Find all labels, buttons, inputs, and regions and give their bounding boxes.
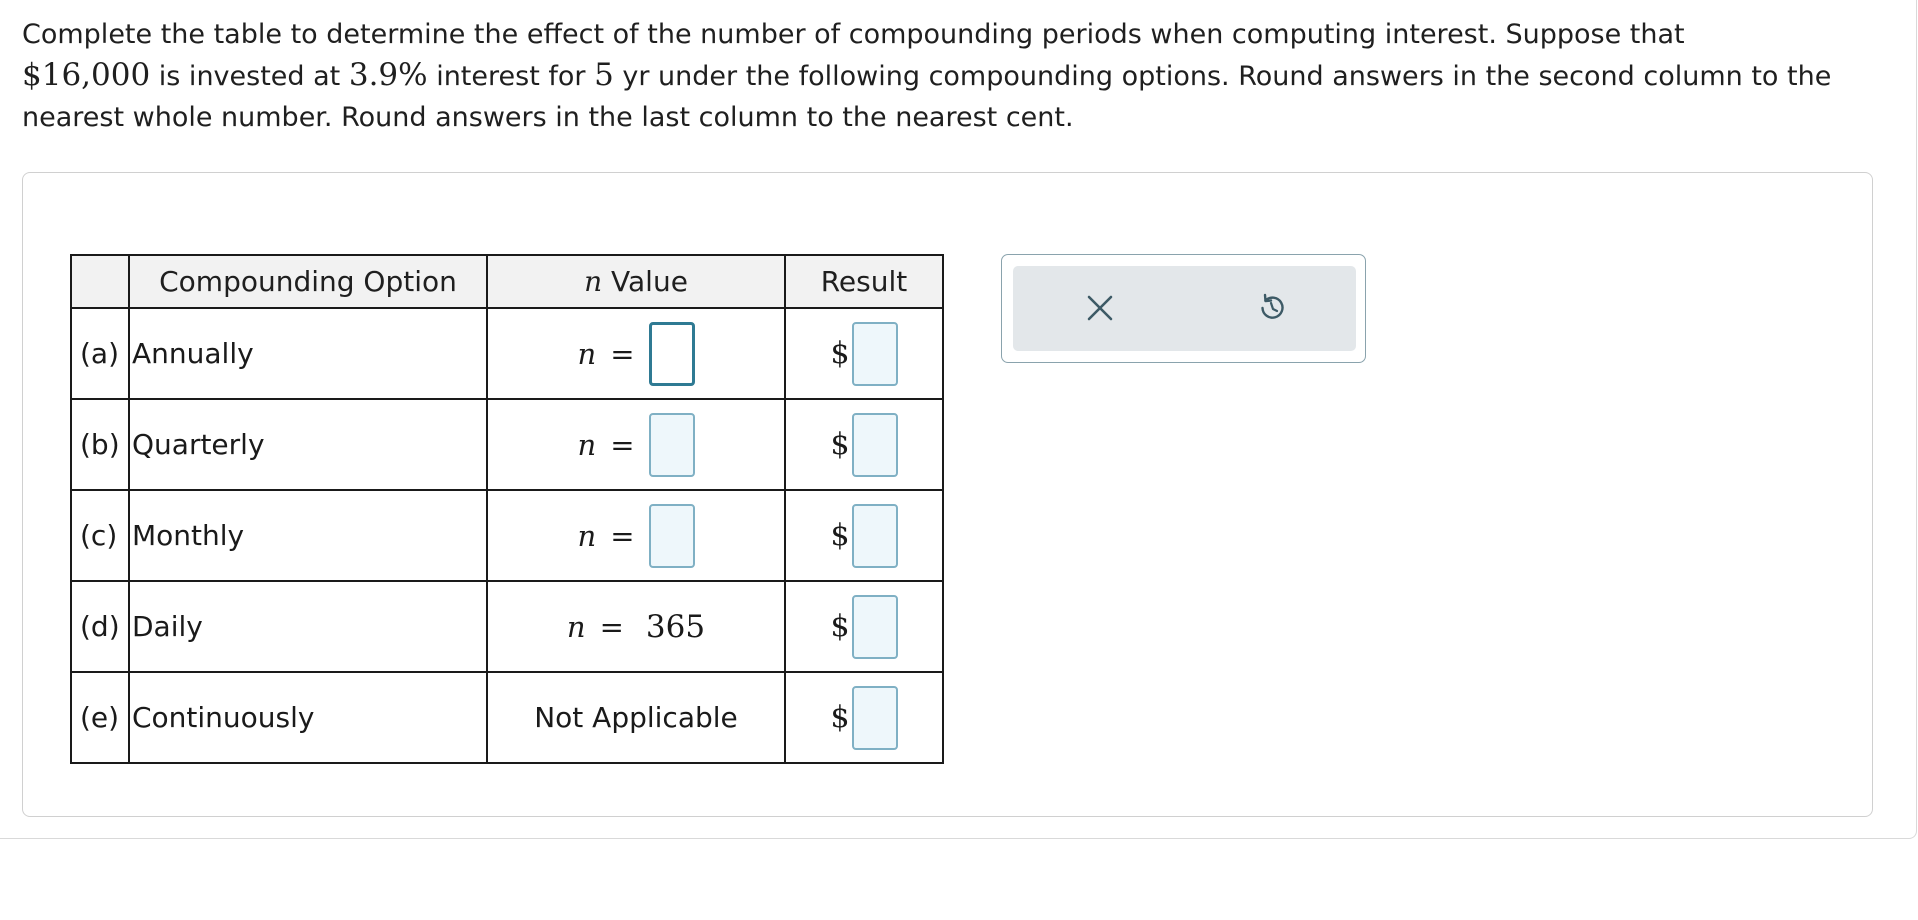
result-input-annually[interactable] bbox=[852, 322, 898, 386]
n-input-monthly[interactable] bbox=[649, 504, 695, 568]
result-cell bbox=[785, 490, 943, 581]
equals-sign: = bbox=[610, 427, 635, 462]
interest-rate: 3.9% bbox=[348, 57, 428, 93]
n-var: n bbox=[577, 336, 597, 371]
header-result: Result bbox=[785, 255, 943, 308]
row-letter: (c) bbox=[71, 490, 129, 581]
result-input-daily[interactable] bbox=[852, 595, 898, 659]
result-cell bbox=[785, 308, 943, 399]
result-input-quarterly[interactable] bbox=[852, 413, 898, 477]
undo-button[interactable] bbox=[1247, 283, 1297, 333]
row-option: Monthly bbox=[129, 490, 487, 581]
result-input-monthly[interactable] bbox=[852, 504, 898, 568]
n-var: n bbox=[577, 427, 597, 462]
row-letter: (d) bbox=[71, 581, 129, 672]
header-n-var: n bbox=[584, 265, 603, 298]
row-option: Continuously bbox=[129, 672, 487, 763]
n-value-cell bbox=[487, 308, 785, 399]
n-value-cell bbox=[487, 581, 785, 672]
answer-tools bbox=[1001, 254, 1366, 363]
row-option: Annually bbox=[129, 308, 487, 399]
row-letter: (e) bbox=[71, 672, 129, 763]
dollar-sign: $ bbox=[830, 336, 850, 371]
n-value-cell bbox=[487, 672, 785, 763]
question-text bbox=[22, 14, 1892, 138]
question-part-3: interest for bbox=[427, 61, 595, 92]
question-part-1: Complete the table to determine the effect of the number of compounding periods when computing interest. Suppose that bbox=[22, 19, 1685, 50]
n-var: n bbox=[577, 518, 597, 553]
row-option: Quarterly bbox=[129, 399, 487, 490]
question-part-2: is invested at bbox=[150, 61, 349, 92]
table-row bbox=[71, 490, 943, 581]
n-value-daily: 365 bbox=[645, 608, 706, 645]
result-cell bbox=[785, 399, 943, 490]
table-row bbox=[71, 308, 943, 399]
n-value-cell bbox=[487, 490, 785, 581]
equals-sign: = bbox=[599, 609, 624, 644]
equals-sign: = bbox=[610, 518, 635, 553]
header-n-label: Value bbox=[602, 265, 688, 298]
dollar-sign: $ bbox=[830, 609, 850, 644]
equals-sign: = bbox=[610, 336, 635, 371]
years-value: 5 bbox=[594, 57, 614, 93]
row-letter: (b) bbox=[71, 399, 129, 490]
table-header-row bbox=[71, 255, 943, 308]
n-var: n bbox=[566, 609, 586, 644]
header-compounding-option: Compounding Option bbox=[129, 255, 487, 308]
table-row bbox=[71, 399, 943, 490]
question-part-4: yr under the following compounding options. Round answers in the second column to the nearest whole number. Round answers in the last column to the nearest cent. bbox=[22, 61, 1832, 133]
dollar-sign: $ bbox=[830, 427, 850, 462]
compounding-table bbox=[70, 254, 944, 764]
answer-tools-bar bbox=[1013, 266, 1356, 351]
clear-button[interactable] bbox=[1075, 283, 1125, 333]
header-n-value bbox=[487, 255, 785, 308]
n-input-annually[interactable] bbox=[649, 322, 695, 386]
result-input-continuously[interactable] bbox=[852, 686, 898, 750]
table-row bbox=[71, 672, 943, 763]
table-row bbox=[71, 581, 943, 672]
dollar-sign: $ bbox=[830, 700, 850, 735]
result-cell bbox=[785, 581, 943, 672]
row-option: Daily bbox=[129, 581, 487, 672]
dollar-sign: $ bbox=[830, 518, 850, 553]
n-value-cell bbox=[487, 399, 785, 490]
not-applicable-text: Not Applicable bbox=[534, 701, 738, 734]
undo-icon bbox=[1256, 292, 1288, 324]
n-input-quarterly[interactable] bbox=[649, 413, 695, 477]
result-cell bbox=[785, 672, 943, 763]
close-icon bbox=[1085, 293, 1115, 323]
header-letter bbox=[71, 255, 129, 308]
principal-amount: $16,000 bbox=[22, 57, 151, 93]
row-letter: (a) bbox=[71, 308, 129, 399]
